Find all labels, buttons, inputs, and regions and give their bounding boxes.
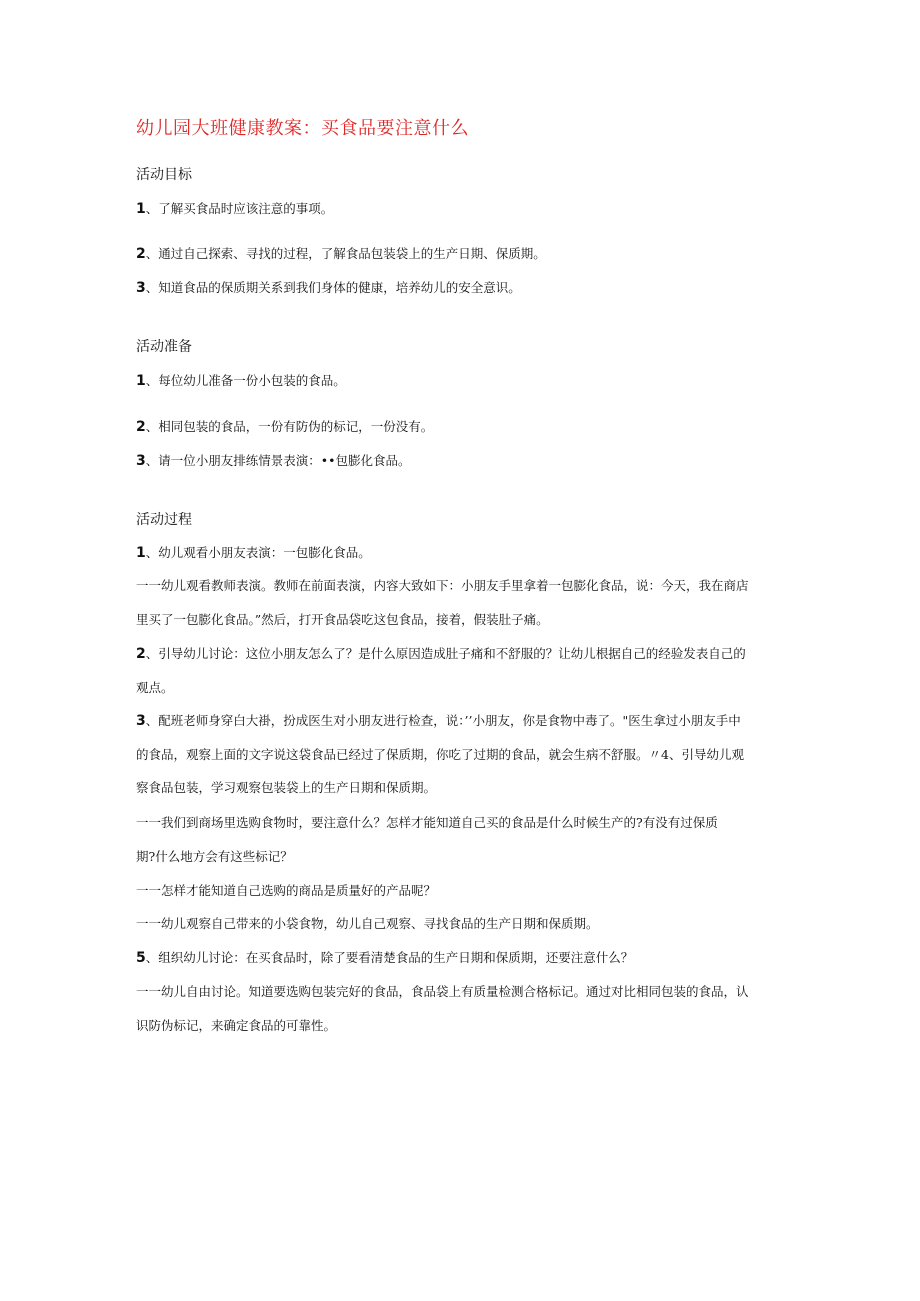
prep-item <box>136 417 433 435</box>
line-text: 察食品包装，学习观察包装袋上的生产日期和保质期。 <box>136 780 437 795</box>
process-line <box>136 745 744 763</box>
process-line <box>136 914 599 932</box>
line-text: 的食品，观察上面的文字说这袋食品已经过了保质期，你吃了过期的食品，就会生病不舒服。〃4、引导幼儿观 <box>136 747 744 762</box>
goal-item <box>136 244 546 262</box>
item-text: 、请一位小朋友排练情景表演：••包膨化食品。 <box>145 453 411 468</box>
item-number: 2 <box>136 246 146 262</box>
line-text: 里买了一包膨化食品。”然后，打开食品袋吃这包食品，接着，假装肚子痛。 <box>136 612 549 627</box>
section-heading-goals: 活动目标 <box>136 167 192 183</box>
line-text: 、幼儿观看小朋友表演：一包膨化食品。 <box>145 545 371 560</box>
item-number: 2 <box>136 419 146 435</box>
line-text: 期?什么地方会有这些标记？ <box>136 849 293 864</box>
item-number: 1 <box>136 373 146 389</box>
process-line <box>136 543 371 561</box>
process-line <box>136 881 436 899</box>
section-heading-process: 活动过程 <box>136 512 192 528</box>
line-text: 、引导幼儿讨论：这位小朋友怎么了？是什么原因造成肚子痛和不舒服的？让幼儿根据自己的经验发表自己的 <box>145 646 746 661</box>
item-number: 1 <box>136 201 146 217</box>
process-line <box>136 813 718 831</box>
line-text: 一一幼儿观察自己带来的小袋食物，幼儿自己观察、寻找食品的生产日期和保质期。 <box>136 916 599 931</box>
process-line <box>136 847 293 865</box>
process-line <box>136 948 633 966</box>
item-text: 、通过自己探索、寻找的过程，了解食品包装袋上的生产日期、保质期。 <box>145 246 546 261</box>
item-text: 、了解买食品时应该注意的事项。 <box>145 201 334 216</box>
line-text: 、配班老师身穿白大褂，扮成医生对小朋友进行检查，说：’’小朋友，你是食物中毒了。"医生拿过小朋友手中 <box>145 713 741 728</box>
document-title: 幼儿园大班健康教案：买食品要注意什么 <box>136 118 469 139</box>
line-text: 一一怎样才能知道自己选购的商品是质量好的产品呢？ <box>136 883 437 898</box>
process-line <box>136 610 549 628</box>
item-number: 2 <box>136 646 146 662</box>
line-text: 、组织幼儿讨论：在买食品时，除了要看清楚食品的生产日期和保质期，还要注意什么？ <box>145 950 634 965</box>
line-text: 一一我们到商场里选购食物时，要注意什么？怎样才能知道自己买的食品是什么时候生产的?有没有过保质 <box>136 815 718 830</box>
item-number: 3 <box>136 453 146 469</box>
item-number: 1 <box>136 545 146 561</box>
goal-item <box>136 278 521 296</box>
process-line <box>136 644 746 662</box>
process-line <box>136 711 741 729</box>
line-text: 识防伪标记，来确定食品的可靠性。 <box>136 1018 337 1033</box>
item-text: 、相同包装的食品，一份有防伪的标记，一份没有。 <box>145 419 434 434</box>
item-number: 3 <box>136 713 146 729</box>
line-text: 观点。 <box>136 680 174 695</box>
item-text: 、每位幼儿准备一份小包装的食品。 <box>145 373 346 388</box>
process-line <box>136 678 174 696</box>
process-line <box>136 576 749 594</box>
item-number: 3 <box>136 280 146 296</box>
prep-item <box>136 451 411 469</box>
prep-item <box>136 371 346 389</box>
process-line <box>136 778 436 796</box>
process-line <box>136 1016 336 1034</box>
section-heading-prep: 活动准备 <box>136 339 192 355</box>
goal-item <box>136 199 333 217</box>
line-text: 一一幼儿自由讨论。知道要选购包装完好的食品，食品袋上有质量检测合格标记。通过对比相同包装的食品，认 <box>136 984 749 999</box>
line-text: 一一幼儿观看教师表演。教师在前面表演，内容大致如下：小朋友手里拿着一包膨化食品，说：今天，我在商店 <box>136 578 749 593</box>
item-number: 5 <box>136 950 146 966</box>
process-line <box>136 982 749 1000</box>
item-text: 、知道食品的保质期关系到我们身体的健康，培养幼儿的安全意识。 <box>145 280 521 295</box>
